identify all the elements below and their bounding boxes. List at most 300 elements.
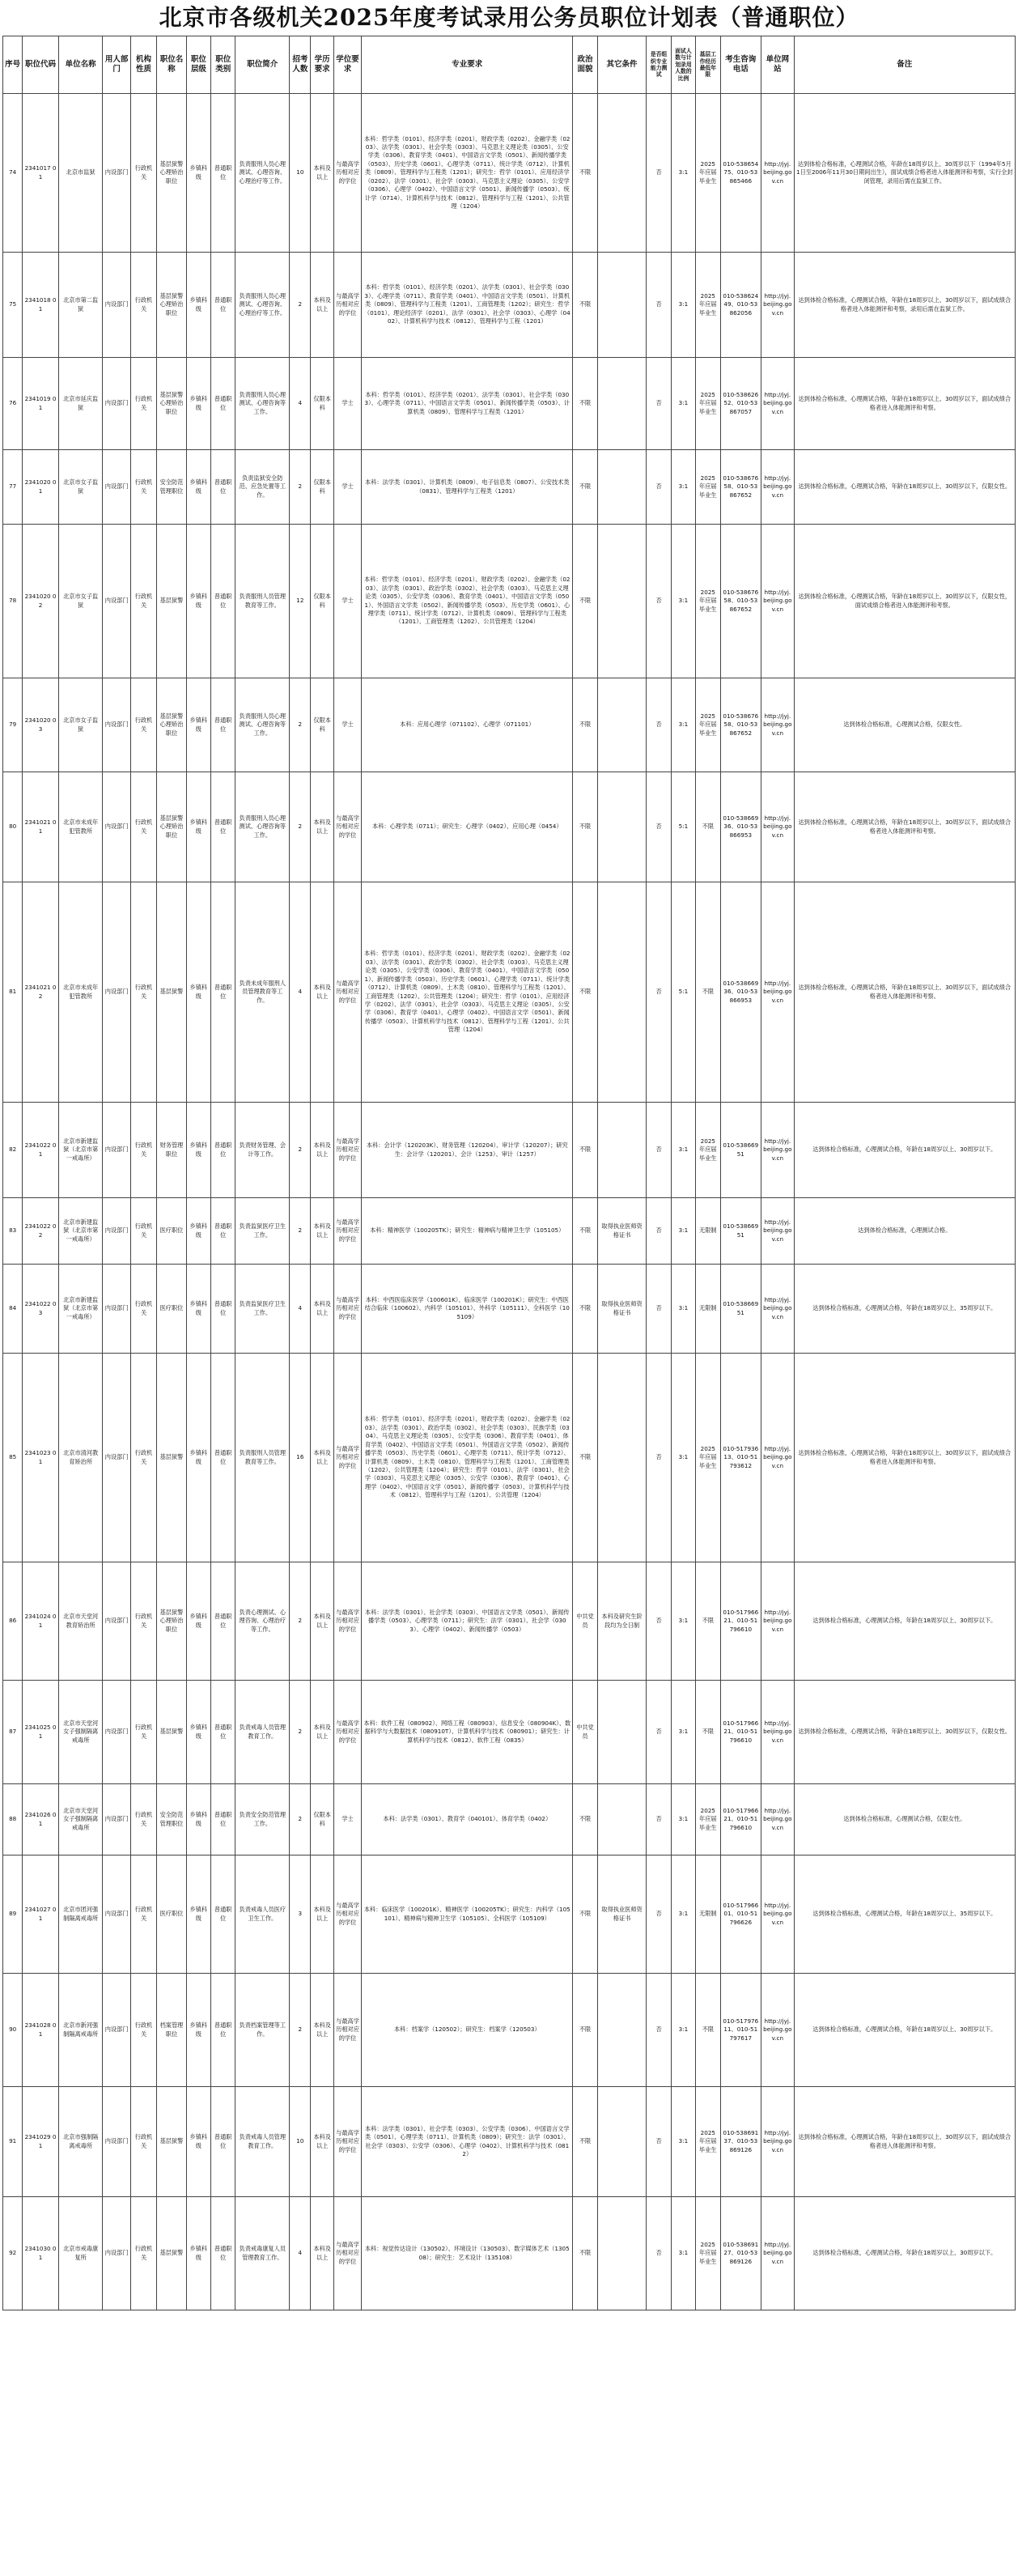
cell-notes: 达到体检合格标准，心理测试合格，年龄在18周岁以上、30周岁以下，面试成绩合格者进入体能测评和考察。 — [794, 2087, 1015, 2197]
cell-level: 乡镇科级 — [186, 450, 210, 525]
cell-level: 乡镇科级 — [186, 2197, 210, 2310]
cell-pos-name: 基层狱警心理矫治职位 — [157, 94, 186, 253]
cell-other — [597, 772, 647, 882]
cell-skill-test: 否 — [647, 94, 671, 253]
cell-nature: 行政机关 — [130, 1265, 156, 1354]
cell-dept: 内设部门 — [103, 1855, 130, 1974]
header-unit: 单位名称 — [58, 36, 103, 94]
cell-category: 普通职位 — [211, 1354, 235, 1562]
cell-major: 本科：哲学类（0101）、经济学类（0201）、法学类（0301）、社会学类（0303）、心理学类（0711）、中国语言文学类（0501）、新闻传播学类（0503）、计算机类（0809）、管理科学与工程类（1201） — [362, 358, 573, 450]
cell-category: 普通职位 — [211, 450, 235, 525]
cell-pos-name: 基层狱警心理矫治职位 — [157, 358, 186, 450]
cell-nature: 行政机关 — [130, 1974, 156, 2087]
cell-major: 本科：心理学类（0711）；研究生：心理学（0402）、应用心理（0454） — [362, 772, 573, 882]
header-intro: 职位简介 — [235, 36, 290, 94]
cell-code: 2341019 01 — [23, 358, 59, 450]
cell-code: 2341020 03 — [23, 678, 59, 772]
cell-pos-name: 基层狱警心理矫治职位 — [157, 772, 186, 882]
cell-edu: 本科及以上 — [311, 1354, 333, 1562]
cell-pos-name: 医疗职位 — [157, 1855, 186, 1974]
cell-nature: 行政机关 — [130, 1562, 156, 1681]
cell-dept: 内设部门 — [103, 1974, 130, 2087]
cell-ratio: 3:1 — [671, 2197, 695, 2310]
cell-category: 普通职位 — [211, 1784, 235, 1855]
cell-category: 普通职位 — [211, 1265, 235, 1354]
cell-degree: 与最高学历相对应的学位 — [333, 2197, 361, 2310]
cell-intro: 负责未成年服刑人员管理教育等工作。 — [235, 882, 290, 1103]
cell-intro: 负责档案管理等工作。 — [235, 1974, 290, 2087]
cell-level: 乡镇科级 — [186, 772, 210, 882]
cell-code: 2341021 01 — [23, 772, 59, 882]
cell-edu: 本科及以上 — [311, 2087, 333, 2197]
cell-category: 普通职位 — [211, 1562, 235, 1681]
cell-code: 2341022 02 — [23, 1198, 59, 1265]
header-major: 专业要求 — [362, 36, 573, 94]
cell-count: 2 — [290, 1198, 311, 1265]
cell-skill-test: 否 — [647, 2087, 671, 2197]
cell-phone: 010-53869127、010-53869126 — [720, 2197, 761, 2310]
cell-code: 2341029 01 — [23, 2087, 59, 2197]
cell-intro: 负责服刑人员心理测试、心理咨询等工作。 — [235, 358, 290, 450]
cell-unit: 北京市新建监狱（北京市第一戒毒所） — [58, 1198, 103, 1265]
table-row — [3, 1855, 1016, 1974]
cell-intro: 负责安全防范管理工作。 — [235, 1784, 290, 1855]
cell-ratio: 3:1 — [671, 1855, 695, 1974]
cell-phone: 010-53867658、010-53867652 — [720, 678, 761, 772]
cell-notes: 达到体检合格标准，心理测试合格，年龄在18周岁以上、30周岁以下，仅限女性，面试成绩合格者进入体能测评和考察。 — [794, 525, 1015, 678]
header-count: 招考人数 — [290, 36, 311, 94]
cell-experience: 2025年应届毕业生 — [696, 2087, 720, 2197]
cell-intro: 负责监狱医疗卫生工作。 — [235, 1265, 290, 1354]
cell-seq: 91 — [3, 2087, 23, 2197]
cell-ratio: 3:1 — [671, 1198, 695, 1265]
cell-major: 本科：会计学（120203K）、财务管理（120204）、审计学（120207）；研究生：会计学（120201）、会计（1253）、审计（1257） — [362, 1103, 573, 1198]
cell-notes: 达到体检合格标准，心理测试合格，仅限女性。 — [794, 678, 1015, 772]
cell-website: http://jyj.beijing.gov.cn — [761, 678, 794, 772]
cell-major: 本科：法学类（0301）、计算机类（0809）、电子信息类（0807）、公安技术类（0831）、管理科学与工程类（1201） — [362, 450, 573, 525]
cell-nature: 行政机关 — [130, 1354, 156, 1562]
cell-category: 普通职位 — [211, 94, 235, 253]
cell-code: 2341017 01 — [23, 94, 59, 253]
cell-other — [597, 1784, 647, 1855]
header-other: 其它条件 — [597, 36, 647, 94]
cell-other — [597, 450, 647, 525]
cell-count: 2 — [290, 1103, 311, 1198]
cell-nature: 行政机关 — [130, 1855, 156, 1974]
cell-nature: 行政机关 — [130, 1198, 156, 1265]
cell-level: 乡镇科级 — [186, 94, 210, 253]
cell-major: 本科：法学类（0301）、教育学（040101）、体育学类（0402） — [362, 1784, 573, 1855]
cell-code: 2341026 01 — [23, 1784, 59, 1855]
cell-seq: 86 — [3, 1562, 23, 1681]
cell-phone: 010-53869137、010-53869126 — [720, 2087, 761, 2197]
cell-edu: 本科及以上 — [311, 1681, 333, 1784]
cell-seq: 74 — [3, 94, 23, 253]
cell-unit: 北京市强制隔离戒毒所 — [58, 2087, 103, 2197]
cell-dept: 内设部门 — [103, 525, 130, 678]
cell-phone: 010-51796621、010-51796610 — [720, 1681, 761, 1784]
cell-code: 2341022 03 — [23, 1265, 59, 1354]
cell-code: 2341020 01 — [23, 450, 59, 525]
cell-experience: 2025年应届毕业生 — [696, 1103, 720, 1198]
cell-experience: 2025年应届毕业生 — [696, 678, 720, 772]
cell-seq: 92 — [3, 2197, 23, 2310]
cell-experience: 无限制 — [696, 1198, 720, 1265]
cell-skill-test: 否 — [647, 525, 671, 678]
cell-level: 乡镇科级 — [186, 678, 210, 772]
cell-website: http://jyj.beijing.gov.cn — [761, 1784, 794, 1855]
cell-edu: 仅限本科 — [311, 525, 333, 678]
table-row — [3, 253, 1016, 358]
cell-pos-name: 安全防范管理职位 — [157, 1784, 186, 1855]
cell-edu: 本科及以上 — [311, 1198, 333, 1265]
cell-other — [597, 1103, 647, 1198]
cell-notes: 达到体检合格标准，心理测试合格，年龄在18周岁以上、30周岁以下，仅限女性。 — [794, 450, 1015, 525]
cell-degree: 与最高学历相对应的学位 — [333, 1681, 361, 1784]
cell-seq: 90 — [3, 1974, 23, 2087]
cell-political: 不限 — [573, 1974, 597, 2087]
cell-category: 普通职位 — [211, 678, 235, 772]
cell-experience: 不限 — [696, 1974, 720, 2087]
cell-ratio: 3:1 — [671, 1265, 695, 1354]
cell-experience: 2025年应届毕业生 — [696, 358, 720, 450]
cell-level: 乡镇科级 — [186, 1265, 210, 1354]
cell-level: 乡镇科级 — [186, 1681, 210, 1784]
cell-nature: 行政机关 — [130, 525, 156, 678]
cell-dept: 内设部门 — [103, 1784, 130, 1855]
cell-seq: 77 — [3, 450, 23, 525]
cell-count: 2 — [290, 1974, 311, 2087]
cell-experience: 不限 — [696, 772, 720, 882]
cell-dept: 内设部门 — [103, 1103, 130, 1198]
cell-dept: 内设部门 — [103, 678, 130, 772]
cell-count: 4 — [290, 358, 311, 450]
cell-code: 2341022 01 — [23, 1103, 59, 1198]
cell-dept: 内设部门 — [103, 882, 130, 1103]
cell-edu: 本科及以上 — [311, 94, 333, 253]
cell-unit: 北京市延庆监狱 — [58, 358, 103, 450]
cell-unit: 北京市女子监狱 — [58, 525, 103, 678]
positions-table — [2, 36, 1016, 2310]
table-row — [3, 1103, 1016, 1198]
cell-experience: 无限制 — [696, 1855, 720, 1974]
cell-unit: 北京市新建监狱（北京市第一戒毒所） — [58, 1265, 103, 1354]
table-row — [3, 1265, 1016, 1354]
cell-phone: 010-51793613、010-51793612 — [720, 1354, 761, 1562]
cell-dept: 内设部门 — [103, 94, 130, 253]
header-skill-test: 是否组织专业能力测试 — [647, 36, 671, 94]
cell-phone: 010-51797611、010-51797617 — [720, 1974, 761, 2087]
cell-count: 3 — [290, 1855, 311, 1974]
cell-intro: 负责戒毒人员管理教育工作。 — [235, 1681, 290, 1784]
cell-website: http://jyj.beijing.gov.cn — [761, 2197, 794, 2310]
cell-category: 普通职位 — [211, 1198, 235, 1265]
cell-degree: 与最高学历相对应的学位 — [333, 1562, 361, 1681]
cell-category: 普通职位 — [211, 1855, 235, 1974]
cell-intro: 负责戒毒人员管理教育工作。 — [235, 2087, 290, 2197]
cell-skill-test: 否 — [647, 450, 671, 525]
cell-degree: 与最高学历相对应的学位 — [333, 1198, 361, 1265]
header-phone: 考生咨询电话 — [720, 36, 761, 94]
cell-category: 普通职位 — [211, 1974, 235, 2087]
cell-website: http://jyj.beijing.gov.cn — [761, 1198, 794, 1265]
cell-edu: 仅限本科 — [311, 358, 333, 450]
cell-other — [597, 678, 647, 772]
cell-other — [597, 358, 647, 450]
cell-unit: 北京市清河教育矫治所 — [58, 1354, 103, 1562]
cell-ratio: 3:1 — [671, 450, 695, 525]
cell-degree: 与最高学历相对应的学位 — [333, 1103, 361, 1198]
cell-intro: 负责戒毒康复人员管理教育工作。 — [235, 2197, 290, 2310]
cell-edu: 仅限本科 — [311, 678, 333, 772]
cell-notes: 达到体检合格标准，心理测试合格，年龄在18周岁以上、30周岁以下。 — [794, 1103, 1015, 1198]
cell-experience: 2025年应届毕业生 — [696, 94, 720, 253]
cell-level: 乡镇科级 — [186, 2087, 210, 2197]
cell-degree: 与最高学历相对应的学位 — [333, 2087, 361, 2197]
cell-other — [597, 882, 647, 1103]
cell-skill-test: 否 — [647, 1265, 671, 1354]
cell-pos-name: 基层狱警 — [157, 525, 186, 678]
cell-other — [597, 2197, 647, 2310]
cell-unit: 北京市天堂河女子强制隔离戒毒所 — [58, 1681, 103, 1784]
cell-intro: 负责服刑人员管理教育等工作。 — [235, 525, 290, 678]
cell-political: 不限 — [573, 2087, 597, 2197]
cell-notes: 达到体检合格标准，心理测试合格，年龄在18周岁以上、30周岁以下，面试成绩合格者进入体能测评和考察，录用后需在监狱工作。 — [794, 253, 1015, 358]
cell-notes: 达到体检合格标准，心理测试合格，年龄在18周岁以上、30周岁以下。 — [794, 1974, 1015, 2087]
cell-pos-name: 基层狱警心理矫治职位 — [157, 678, 186, 772]
cell-level: 乡镇科级 — [186, 1855, 210, 1974]
cell-major: 本科：精神医学（100205TK）；研究生：精神病与精神卫生学（105105） — [362, 1198, 573, 1265]
cell-category: 普通职位 — [211, 2197, 235, 2310]
cell-degree: 与最高学历相对应的学位 — [333, 1974, 361, 2087]
table-row — [3, 772, 1016, 882]
header-category: 职位类别 — [211, 36, 235, 94]
cell-count: 2 — [290, 253, 311, 358]
cell-phone: 010-51796601、010-51796626 — [720, 1855, 761, 1974]
cell-skill-test: 否 — [647, 678, 671, 772]
cell-unit: 北京市女子监狱 — [58, 450, 103, 525]
cell-website: http://jyj.beijing.gov.cn — [761, 1681, 794, 1784]
cell-major: 本科：哲学类（0101）、经济学类（0201）、财政学类（0202）、金融学类（0203）、法学类（0301）、政治学类（0302）、社会学类（0303）、马克思主义理论类（0305）、公安学类（0306）、教育学类（0401）、中国语言文学类（0501）、新闻传播学类（0503）、历史学类（0601）、心理学类（0711）、统计学类（0712）、计算机类（0809）、土木类（0810）、管理科学与工程类（1201）、工商管理类（1202）、公共管理类（1204）；研究生：哲学（0101）、应用经济学（0202）、法学（0301）、社会学（0303）、马克思主义理论（0305）、公安学（0306）、教育学（0401）、心理学（0402）、中国语言文学（0501）、新闻传播学（0503）、计算机科学与技术（0812）、管理科学与工程（1201）、公共管理（1204） — [362, 882, 573, 1103]
cell-dept: 内设部门 — [103, 1681, 130, 1784]
cell-website: http://jyj.beijing.gov.cn — [761, 253, 794, 358]
cell-level: 乡镇科级 — [186, 1103, 210, 1198]
cell-intro: 负责服刑人员管理教育等工作。 — [235, 1354, 290, 1562]
cell-ratio: 3:1 — [671, 525, 695, 678]
cell-nature: 行政机关 — [130, 678, 156, 772]
cell-other — [597, 1681, 647, 1784]
header-seq: 序号 — [3, 36, 23, 94]
cell-seq: 82 — [3, 1103, 23, 1198]
table-row — [3, 1974, 1016, 2087]
cell-experience: 2025年应届毕业生 — [696, 2197, 720, 2310]
cell-intro: 负责财务管理、会计等工作。 — [235, 1103, 290, 1198]
table-row — [3, 2197, 1016, 2310]
cell-dept: 内设部门 — [103, 1562, 130, 1681]
cell-dept: 内设部门 — [103, 772, 130, 882]
cell-unit: 北京市未成年犯管教所 — [58, 882, 103, 1103]
cell-other — [597, 253, 647, 358]
cell-count: 10 — [290, 94, 311, 253]
cell-experience: 2025年应届毕业生 — [696, 450, 720, 525]
cell-ratio: 5:1 — [671, 772, 695, 882]
cell-other — [597, 1354, 647, 1562]
cell-count: 4 — [290, 2197, 311, 2310]
cell-phone: 010-53867658、010-53867652 — [720, 450, 761, 525]
cell-pos-name: 基层狱警 — [157, 1354, 186, 1562]
cell-count: 2 — [290, 1681, 311, 1784]
cell-edu: 本科及以上 — [311, 1103, 333, 1198]
cell-major: 本科：哲学类（0101）、经济学类（0201）、财政学类（0202）、金融学类（0203）、法学类（0301）、政治学类（0302）、社会学类（0303）、马克思主义理论类（0305）、公安学类（0306）、教育学类（0401）、中国语言文学类（0501）、外国语言文学类（0502）、新闻传播学类（0503）、历史学类（0601）、心理学类（0711）、统计学类（0712）、计算机类（0809）、管理科学与工程类（1201）、工商管理类（1202）、公共管理类（1204） — [362, 525, 573, 678]
cell-intro: 负责服刑人员心理测试、心理咨询等工作。 — [235, 772, 290, 882]
table-row — [3, 678, 1016, 772]
cell-other: 本科及研究生阶段均为全日制 — [597, 1562, 647, 1681]
cell-website: http://jyj.beijing.gov.cn — [761, 1103, 794, 1198]
cell-website: http://jyj.beijing.gov.cn — [761, 1855, 794, 1974]
cell-political: 不限 — [573, 525, 597, 678]
cell-notes: 达到体检合格标准，心理测试合格，年龄在18周岁以上、30周岁以下（1994年5月1日至2006年11月30日期间出生），面试成绩合格者进入体能测评和考察，实行全封闭管理，录用后需在监狱工作。 — [794, 94, 1015, 253]
cell-unit: 北京市团河强制隔离戒毒所 — [58, 1855, 103, 1974]
table-row — [3, 1784, 1016, 1855]
cell-degree: 与最高学历相对应的学位 — [333, 882, 361, 1103]
cell-political: 不限 — [573, 1265, 597, 1354]
cell-skill-test: 否 — [647, 1198, 671, 1265]
cell-nature: 行政机关 — [130, 358, 156, 450]
cell-other: 取得执业医师资格证书 — [597, 1265, 647, 1354]
cell-pos-name: 医疗职位 — [157, 1198, 186, 1265]
cell-phone: 010-53866951 — [720, 1103, 761, 1198]
cell-pos-name: 基层狱警心理矫治职位 — [157, 1562, 186, 1681]
cell-skill-test: 否 — [647, 1974, 671, 2087]
cell-experience: 不限 — [696, 1681, 720, 1784]
header-row — [3, 36, 1016, 94]
cell-major: 本科：哲学类（0101）、经济学类（0201）、财政学类（0202）、金融学类（0203）、法学类（0301）、社会学类（0303）、马克思主义理论类（0305）、公安学类（0306）、教育学类（0401）、中国语言文学类（0501）、新闻传播学类（0503）、历史学类（0601）、心理学类（0711）、统计学类（0712）、计算机类（0809）、管理科学与工程类（1201）；研究生：哲学（0101）、应用经济学（0202）、法学（0301）、社会学（0303）、马克思主义理论（0305）、公安学（0306）、心理学（0402）、中国语言文学（0501）、新闻传播学（0503）、统计学（0714）、计算机科学与技术（0812）、管理科学与工程（1201）、公共管理（1204） — [362, 94, 573, 253]
cell-degree: 学士 — [333, 358, 361, 450]
cell-phone: 010-53866936、010-53866953 — [720, 772, 761, 882]
cell-major: 本科：视觉传达设计（130502）、环境设计（130503）、数字媒体艺术（130508）；研究生：艺术设计（135108） — [362, 2197, 573, 2310]
cell-notes: 达到体检合格标准，心理测试合格。 — [794, 1198, 1015, 1265]
cell-nature: 行政机关 — [130, 1103, 156, 1198]
cell-major: 本科：应用心理学（071102）、心理学（071101） — [362, 678, 573, 772]
cell-political: 不限 — [573, 450, 597, 525]
cell-count: 4 — [290, 1265, 311, 1354]
cell-notes: 达到体检合格标准，心理测试合格，年龄在18周岁以上、35周岁以下。 — [794, 1265, 1015, 1354]
table-row — [3, 882, 1016, 1103]
cell-category: 普通职位 — [211, 525, 235, 678]
cell-unit: 北京市戒毒康复所 — [58, 2197, 103, 2310]
cell-category: 普通职位 — [211, 772, 235, 882]
cell-seq: 83 — [3, 1198, 23, 1265]
table-row — [3, 1198, 1016, 1265]
cell-pos-name: 基层狱警 — [157, 2197, 186, 2310]
cell-ratio: 3:1 — [671, 1974, 695, 2087]
cell-other — [597, 94, 647, 253]
cell-nature: 行政机关 — [130, 1681, 156, 1784]
cell-phone: 010-51796621、010-51796610 — [720, 1562, 761, 1681]
cell-nature: 行政机关 — [130, 882, 156, 1103]
cell-ratio: 5:1 — [671, 882, 695, 1103]
cell-degree: 与最高学历相对应的学位 — [333, 253, 361, 358]
cell-phone: 010-53866951 — [720, 1265, 761, 1354]
table-row — [3, 94, 1016, 253]
cell-pos-name: 基层狱警 — [157, 1681, 186, 1784]
cell-political: 不限 — [573, 1855, 597, 1974]
cell-ratio: 3:1 — [671, 1681, 695, 1784]
cell-unit: 北京市监狱 — [58, 94, 103, 253]
cell-skill-test: 否 — [647, 1681, 671, 1784]
cell-intro: 负责心理测试、心理咨询、心理治疗等工作。 — [235, 1562, 290, 1681]
cell-degree: 与最高学历相对应的学位 — [333, 772, 361, 882]
cell-pos-name: 安全防范管理职位 — [157, 450, 186, 525]
cell-edu: 本科及以上 — [311, 1855, 333, 1974]
cell-skill-test: 否 — [647, 1562, 671, 1681]
cell-website: http://jyj.beijing.gov.cn — [761, 525, 794, 678]
cell-political: 不限 — [573, 2197, 597, 2310]
cell-unit: 北京市女子监狱 — [58, 678, 103, 772]
cell-other — [597, 2087, 647, 2197]
cell-level: 乡镇科级 — [186, 882, 210, 1103]
header-political: 政治面貌 — [573, 36, 597, 94]
cell-seq: 79 — [3, 678, 23, 772]
cell-unit: 北京市天堂河教育矫治所 — [58, 1562, 103, 1681]
header-ratio: 面试人数与计划录用人数的比例 — [671, 36, 695, 94]
cell-notes: 达到体检合格标准，心理测试合格，年龄在18周岁以上、30周岁以下，面试成绩合格者进入体能测评和考察。 — [794, 1354, 1015, 1562]
header-notes: 备注 — [794, 36, 1015, 94]
cell-nature: 行政机关 — [130, 253, 156, 358]
cell-website: http://jyj.beijing.gov.cn — [761, 94, 794, 253]
cell-count: 2 — [290, 678, 311, 772]
cell-dept: 内设部门 — [103, 450, 130, 525]
cell-level: 乡镇科级 — [186, 1562, 210, 1681]
cell-website: http://jyj.beijing.gov.cn — [761, 450, 794, 525]
cell-political: 中共党员 — [573, 1562, 597, 1681]
table-row — [3, 1681, 1016, 1784]
cell-code: 2341020 02 — [23, 525, 59, 678]
cell-degree: 学士 — [333, 1784, 361, 1855]
cell-phone: 010-53867658、010-53867652 — [720, 525, 761, 678]
header-pos-name: 职位名称 — [157, 36, 186, 94]
cell-ratio: 3:1 — [671, 94, 695, 253]
cell-unit: 北京市新河强制隔离戒毒所 — [58, 1974, 103, 2087]
cell-intro: 负责服刑人员心理测试、心理咨询等工作。 — [235, 678, 290, 772]
cell-pos-name: 基层狱警心理矫治职位 — [157, 253, 186, 358]
cell-intro: 负责服刑人员心理测试、心理咨询、心理治疗等工作。 — [235, 94, 290, 253]
cell-code: 2341028 01 — [23, 1974, 59, 2087]
header-nature: 机构性质 — [130, 36, 156, 94]
cell-pos-name: 基层狱警 — [157, 2087, 186, 2197]
cell-seq: 84 — [3, 1265, 23, 1354]
cell-degree: 学士 — [333, 450, 361, 525]
cell-major: 本科：档案学（120502）；研究生：档案学（120503） — [362, 1974, 573, 2087]
cell-count: 16 — [290, 1354, 311, 1562]
cell-website: http://jyj.beijing.gov.cn — [761, 882, 794, 1103]
cell-ratio: 3:1 — [671, 1354, 695, 1562]
cell-seq: 87 — [3, 1681, 23, 1784]
header-dept: 用人部门 — [103, 36, 130, 94]
cell-dept: 内设部门 — [103, 358, 130, 450]
cell-skill-test: 否 — [647, 253, 671, 358]
header-level: 职位层级 — [186, 36, 210, 94]
cell-notes: 达到体检合格标准，心理测试合格，年龄在18周岁以上、30周岁以下，面试成绩合格者进入体能测评和考察。 — [794, 772, 1015, 882]
cell-other — [597, 1974, 647, 2087]
cell-political: 不限 — [573, 94, 597, 253]
cell-political: 不限 — [573, 1354, 597, 1562]
cell-edu: 本科及以上 — [311, 253, 333, 358]
table-row — [3, 2087, 1016, 2197]
cell-level: 乡镇科级 — [186, 1354, 210, 1562]
cell-phone: 010-53862652、010-53867057 — [720, 358, 761, 450]
cell-skill-test: 否 — [647, 358, 671, 450]
